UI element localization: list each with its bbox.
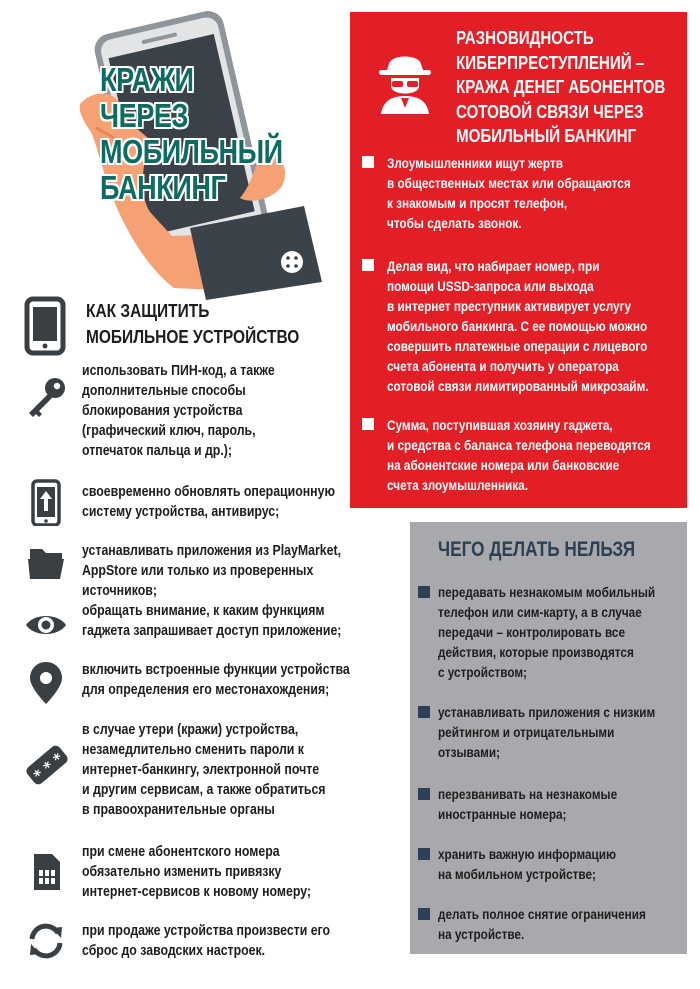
spy-icon <box>375 48 435 114</box>
cybercrime-title-line: МОБИЛЬНЫЙ БАНКИНГ <box>456 126 637 146</box>
bullet <box>418 788 430 800</box>
donts-item-text: устанавливать приложения с низким рейтингом и отрицательными отзывами; <box>438 704 656 760</box>
cybercrime-item-text: Делая вид, что набирает номер, при помощи USSD-запроса или выхода в интернет преступник активирует услугу мобильного банкинга. С ее помощью можно совершить платежные операции с лицевого счета абонента и получить у оператора сотовой связи лимитированный микрозайм. <box>387 258 649 394</box>
donts-item-text: передавать незнакомым мобильный телефон или сим-карту, а в случае передачи – контролировать все действия, которые производятся с устройством; <box>438 584 656 680</box>
donts-item-text: хранить важную информацию на мобильном устройстве; <box>438 846 617 882</box>
bullet <box>362 259 374 271</box>
password-icon <box>24 742 70 788</box>
tip-text: использовать ПИН-код, а также дополнительные способы блокирования устройства (графический ключ, пароль, отпечаток пальца и др.); <box>82 363 275 459</box>
protect-title-line: КАК ЗАЩИТИТЬ <box>86 301 210 321</box>
cybercrime-title-line: РАЗНОВИДНОСТЬ <box>456 28 594 48</box>
hero-title-line: КРАЖИ <box>100 61 194 98</box>
folder-icon <box>24 541 68 585</box>
cybercrime-panel <box>350 12 687 508</box>
tip-text: устанавливать приложения из PlayMarket, AppStore или только из проверенных источников; <box>82 543 342 599</box>
tip-text: включить встроенные функции устройства для определения его местонахождения; <box>82 662 350 698</box>
cybercrime-title-line: СОТОВОЙ СВЯЗИ ЧЕРЕЗ <box>456 101 644 122</box>
cybercrime-item-text: Злоумышленники ищут жертв в общественных местах или обращаются к знакомым и просят телефон, чтобы сделать звонок. <box>387 155 631 231</box>
reset-icon <box>24 919 68 963</box>
donts-item-text: перезванивать на незнакомые иностранные номера; <box>438 786 618 822</box>
bullet <box>418 586 430 598</box>
eye-icon <box>24 603 68 647</box>
key-icon <box>24 375 68 419</box>
bullet <box>418 848 430 860</box>
hero-title-line: ЧЕРЕЗ <box>100 97 189 134</box>
cybercrime-title-line: КРАЖА ДЕНЕГ АБОНЕНТОВ <box>456 77 666 97</box>
location-pin-icon <box>24 660 68 708</box>
sim-card-icon <box>24 850 68 894</box>
smartphone-icon <box>22 296 68 356</box>
bullet <box>418 706 430 718</box>
donts-title: ЧЕГО ДЕЛАТЬ НЕЛЬЗЯ <box>438 538 636 561</box>
tip-text: обращать внимание, к каким функциям гаджета запрашивает доступ приложение; <box>82 603 342 639</box>
phone-update-icon <box>24 476 68 526</box>
tip-text: при смене абонентского номера обязательно изменить привязку интернет-сервисов к новому номеру; <box>82 844 312 900</box>
hero-title-line: БАНКИНГ <box>100 169 226 206</box>
cybercrime-item-text: Сумма, поступившая хозяину гаджета, и средства с баланса телефона переводятся на абонентские номера или банковские счета злоумышленника. <box>387 417 651 493</box>
bullet <box>362 418 374 430</box>
cybercrime-title-line: КИБЕРПРЕСТУПЛЕНИЙ – <box>456 52 645 73</box>
hero-section <box>0 0 340 300</box>
donts-panel <box>410 522 687 954</box>
hero-title-line: МОБИЛЬНЫЙ <box>100 133 283 170</box>
tip-text: в случае утери (кражи) устройства, незамедлительно сменить пароли к интернет-банкингу, электронной почте и другим сервисам, а также обратиться в правоохранительные органы <box>82 722 326 818</box>
cybercrime-title <box>456 26 700 149</box>
protect-title <box>86 298 326 350</box>
bullet <box>418 908 430 920</box>
protect-title-line: МОБИЛЬНОЕ УСТРОЙСТВО <box>86 327 300 347</box>
hero-title <box>100 62 330 206</box>
tip-text: своевременно обновлять операционную систему устройства, антивирус; <box>82 484 336 520</box>
svg-text:* * *: * * * <box>30 749 67 785</box>
bullet <box>362 156 374 168</box>
donts-item-text: делать полное снятие ограничения на устройстве. <box>438 906 646 942</box>
tip-text: при продаже устройства произвести его сброс до заводских настроек. <box>82 923 331 959</box>
